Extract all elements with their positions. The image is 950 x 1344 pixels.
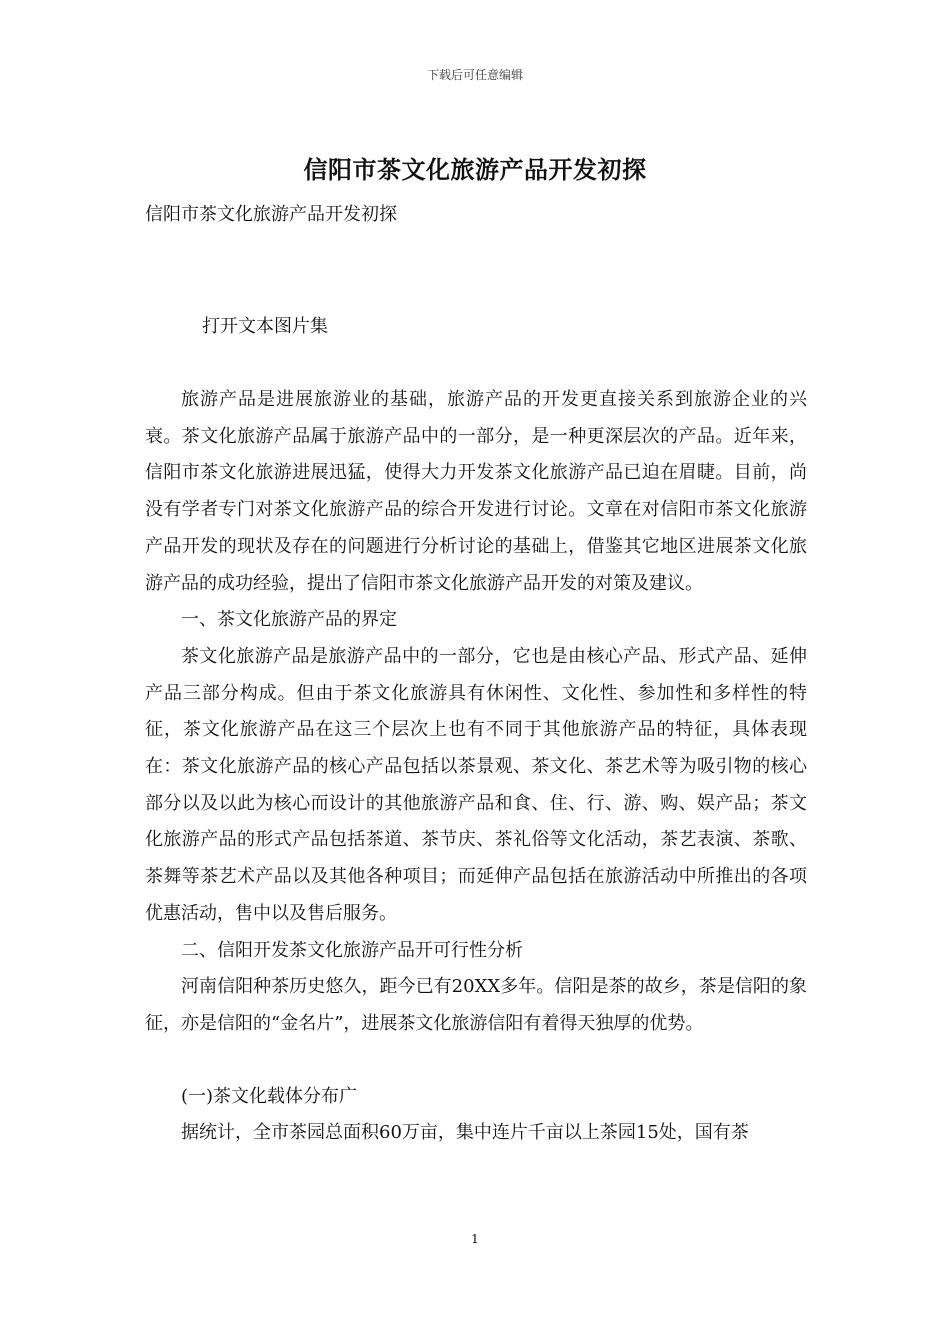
page-number: 1 (471, 1232, 479, 1246)
header-note: 下载后可任意编辑 (426, 68, 523, 82)
subsection-heading-1: (一)茶文化载体分布广 (181, 1085, 358, 1107)
section-heading-2: 二、信阳开发茶文化旅游产品开可行性分析 (181, 939, 523, 961)
paragraph-definition: 茶文化旅游产品是旅游产品中的一部分，它也是由核心产品、形式产品、延伸产品三部分构成。但由于茶文化旅游具有休闲性、文化性、参加性和多样性的特征，茶文化旅游产品在这三个层次上也有不同于其他旅游产品的特征，具体表现在：茶文化旅游产品的核心产品包括以茶景观、茶文化、茶艺术等为吸引物的核心部分以及以此为核心而设计的其他旅游产品和食、住、行、游、购、娱产品；茶文化旅游产品的形式产品包括茶道、茶节庆、茶礼俗等文化活动，茶艺表演、茶歌、茶舞等茶艺术产品以及其他各种项目；而延伸产品包括在旅游活动中所推出的各项优惠活动，售中以及售后服务。 (145, 645, 807, 924)
paragraph-statistics: 据统计，全市茶园总面积60万亩，集中连片千亩以上茶园15处，国有茶 (181, 1122, 749, 1144)
open-image-gallery-link[interactable]: 打开文本图片集 (202, 316, 328, 337)
section-heading-1: 一、茶文化旅游产品的界定 (181, 609, 397, 631)
document-subtitle: 信阳市茶文化旅游产品开发初探 (145, 204, 397, 225)
paragraph-history: 河南信阳种茶历史悠久，距今已有20XX多年。信阳是茶的故乡，茶是信阳的象征，亦是信阳的“金名片”，进展茶文化旅游信阳有着得天独厚的优势。 (145, 976, 807, 1034)
document-body (145, 382, 807, 1152)
document-title: 信阳市茶文化旅游产品开发初探 (303, 155, 647, 184)
paragraph-intro: 旅游产品是进展旅游业的基础，旅游产品的开发更直接关系到旅游企业的兴衰。茶文化旅游产品属于旅游产品中的一部分，是一种更深层次的产品。近年来，信阳市茶文化旅游进展迅猛，使得大力开发茶文化旅游产品已迫在眉睫。目前，尚没有学者专门对茶文化旅游产品的综合开发进行讨论。文章在对信阳市茶文化旅游产品开发的现状及存在的问题进行分析讨论的基础上，借鉴其它地区进展茶文化旅游产品的成功经验，提出了信阳市茶文化旅游产品开发的对策及建议。 (145, 389, 807, 594)
